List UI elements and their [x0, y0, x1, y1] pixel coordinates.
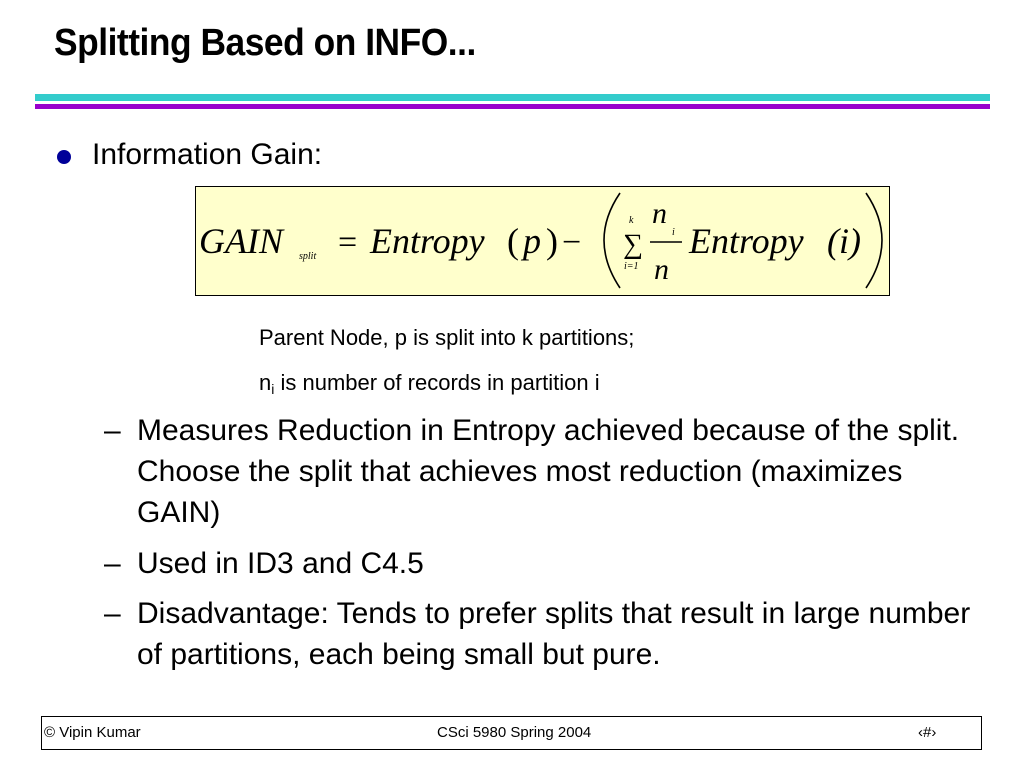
slide-footer — [41, 716, 982, 750]
formula-box — [195, 186, 890, 296]
subpoint-text: Disadvantage: Tends to prefer splits that result in large number of partitions, each being small but pure. — [137, 597, 971, 671]
formula-paren-open: ( — [507, 221, 519, 261]
formula-sum: ∑ — [623, 229, 643, 260]
formula-p: p — [523, 221, 541, 261]
footer-slide-number: ‹#› — [918, 724, 937, 741]
dash-marker: – — [104, 414, 121, 447]
dash-marker: – — [104, 597, 121, 630]
footer-author: © Vipin Kumar — [44, 724, 141, 741]
note-parent-node: Parent Node, p is split into k partitions; — [259, 325, 635, 350]
gain-formula — [196, 187, 891, 297]
note-partition-records — [259, 370, 600, 397]
formula-numerator-sub: i — [672, 227, 675, 238]
subpoint-text: Measures Reduction in Entropy achieved because of the split. Choose the split that achieves most reduction (maximizes GAIN) — [137, 414, 960, 529]
dash-marker: – — [104, 547, 121, 580]
formula-sum-upper: k — [629, 215, 634, 226]
formula-numerator: n — [652, 197, 667, 230]
note-rest: is number of records in partition i — [274, 370, 600, 395]
note-n: n — [259, 370, 272, 395]
note-n-subscript: i — [271, 381, 275, 397]
subpoint-reduction — [104, 410, 984, 533]
bullet-information-gain: Information Gain: — [92, 138, 323, 171]
subpoint-disadvantage — [104, 593, 984, 675]
slide-title: Splitting Based on INFO... — [54, 22, 476, 64]
formula-denominator: n — [654, 253, 669, 286]
formula-i-arg: (i) — [827, 221, 861, 261]
formula-gain: GAIN — [199, 221, 283, 261]
title-rule-cyan — [35, 94, 990, 101]
bullet-dot-icon — [57, 150, 71, 164]
subpoint-id3 — [104, 543, 984, 584]
formula-minus: − — [562, 224, 582, 261]
title-rule-purple — [35, 104, 990, 109]
formula-big-paren-left — [604, 193, 620, 288]
formula-paren-close: ) — [546, 221, 558, 261]
formula-entropy-p: Entropy — [370, 221, 485, 261]
formula-big-paren-right — [866, 193, 882, 288]
formula-split-subscript: split — [299, 251, 317, 262]
title-rule-gap — [35, 101, 990, 103]
formula-sum-lower: i=1 — [624, 261, 639, 272]
footer-course: CSci 5980 Spring 2004 — [437, 724, 592, 741]
subpoint-text: Used in ID3 and C4.5 — [137, 547, 424, 580]
formula-equals: = — [338, 224, 358, 261]
formula-entropy-i: Entropy — [689, 221, 804, 261]
